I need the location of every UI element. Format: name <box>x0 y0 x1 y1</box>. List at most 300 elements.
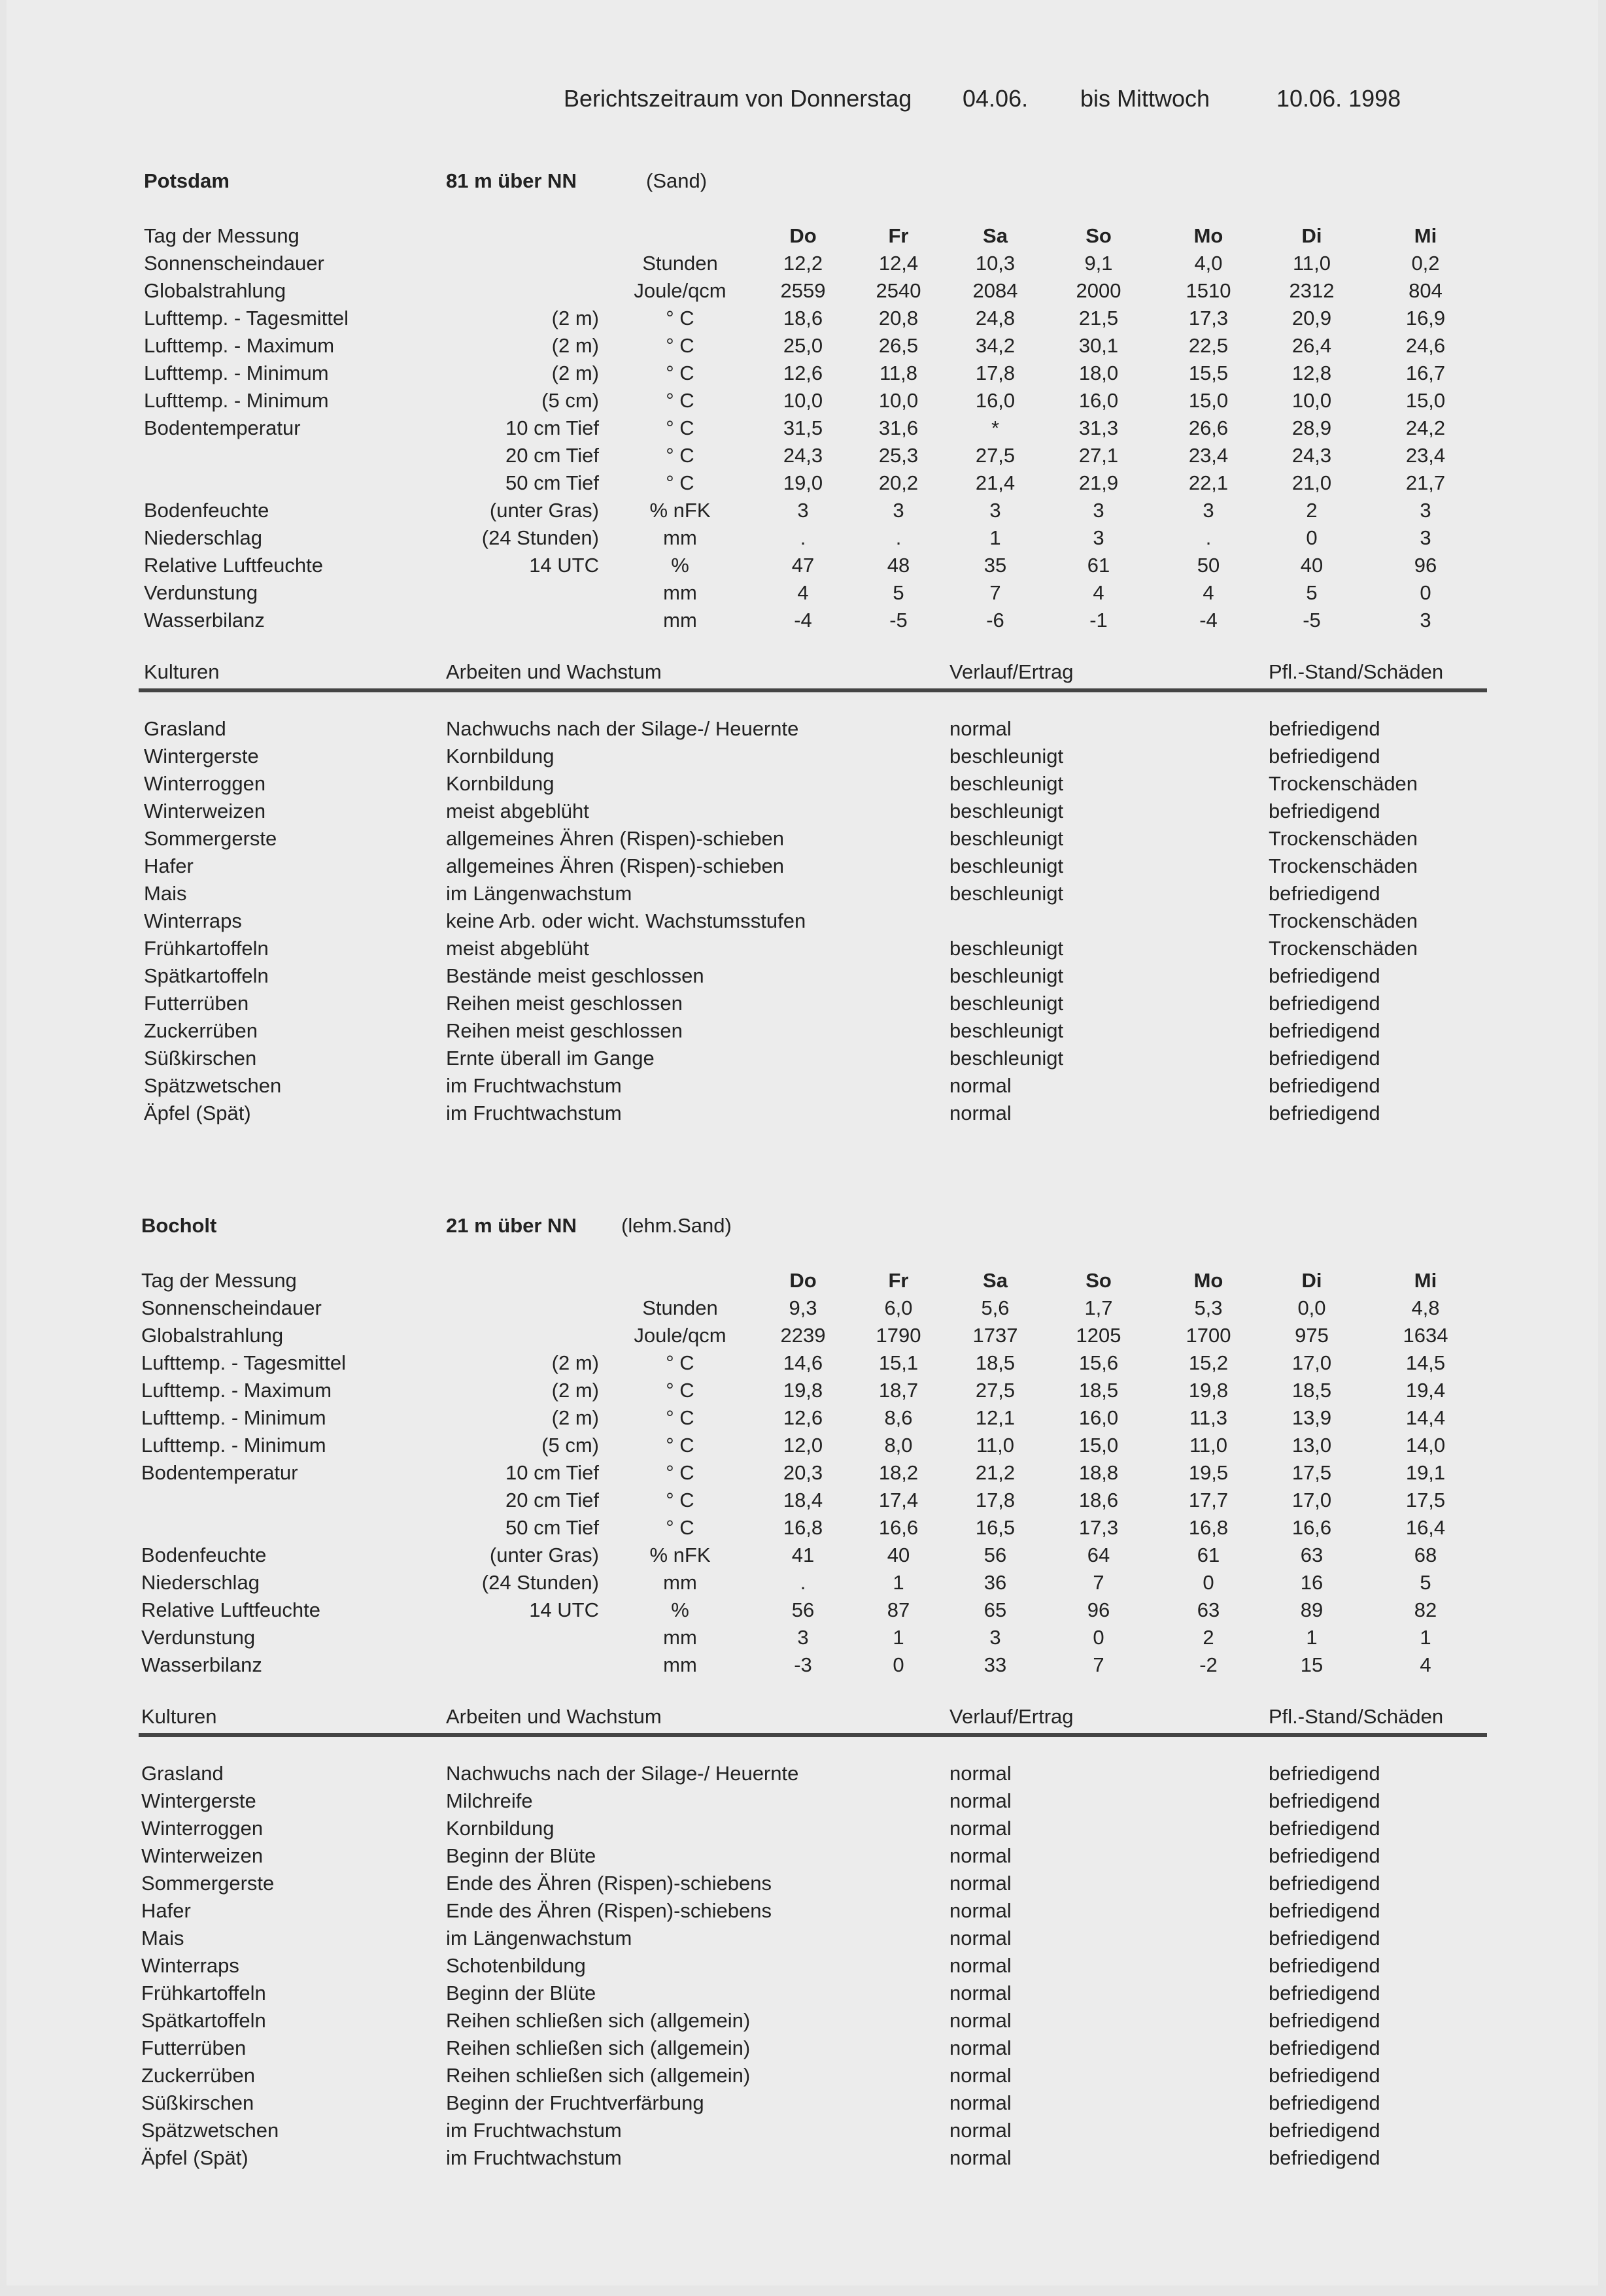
weather-value: 15,0 <box>1405 389 1446 412</box>
crop-name: Sommergerste <box>141 1872 275 1895</box>
weather-value: 6,0 <box>884 1296 913 1319</box>
weather-value: 9,1 <box>1084 252 1113 275</box>
weather-row-unit: ° C <box>666 1489 694 1511</box>
weather-value: 11,0 <box>976 1434 1015 1457</box>
weather-value: 26,5 <box>878 334 919 357</box>
weather-row-qualifier: (2 m) <box>551 1406 599 1429</box>
weather-value: 25,0 <box>783 334 823 357</box>
weather-value: 31,3 <box>1078 416 1119 439</box>
weather-value: 16,4 <box>1405 1516 1446 1539</box>
crop-name: Winterraps <box>141 1954 239 1977</box>
weather-value: 18,4 <box>783 1489 823 1511</box>
weather-value: 17,4 <box>878 1489 919 1511</box>
weather-value: 2559 <box>780 279 826 302</box>
crop-condition: Trockenschäden <box>1269 827 1418 850</box>
weather-value: 63 <box>1300 1544 1324 1566</box>
weather-value: 19,8 <box>783 1379 823 1402</box>
weather-value: 0 <box>1093 1626 1104 1649</box>
weather-value: 56 <box>983 1544 1007 1566</box>
weather-value: 18,8 <box>1078 1461 1119 1484</box>
weather-value: 24,6 <box>1405 334 1446 357</box>
weather-value: 24,3 <box>1291 444 1332 467</box>
weather-value: 3 <box>893 499 904 522</box>
crop-table-row <box>0 1072 1606 1100</box>
crop-table-row <box>0 1925 1606 1952</box>
crop-table-row <box>0 1045 1606 1072</box>
weather-value: 1700 <box>1186 1324 1231 1347</box>
crop-condition: Trockenschäden <box>1269 909 1418 932</box>
weather-value: 7 <box>1093 1653 1104 1676</box>
weather-value: 0,0 <box>1297 1296 1326 1319</box>
crop-condition: befriedigend <box>1269 1019 1380 1042</box>
report-period-middle: bis Mittwoch <box>1080 85 1210 112</box>
crop-condition: befriedigend <box>1269 1982 1380 2004</box>
weather-value: 13,9 <box>1291 1406 1332 1429</box>
crop-table-row <box>0 1787 1606 1815</box>
weather-value: 33 <box>983 1653 1007 1676</box>
crop-condition: Trockenschäden <box>1269 937 1418 960</box>
crop-condition: Trockenschäden <box>1269 772 1418 795</box>
weather-row-qualifier: 14 UTC <box>529 554 599 577</box>
crop-course: normal <box>949 1789 1012 1812</box>
weather-value: -4 <box>794 609 812 632</box>
crop-course: beschleunigt <box>949 937 1064 960</box>
crop-table-rule <box>139 1733 1487 1737</box>
weather-value: 22,5 <box>1188 334 1229 357</box>
crop-condition: befriedigend <box>1269 1789 1380 1812</box>
weather-value: 15,6 <box>1078 1351 1119 1374</box>
weather-value: 1510 <box>1186 279 1231 302</box>
weather-value: 0 <box>893 1653 904 1676</box>
crop-name: Äpfel (Spät) <box>141 2146 248 2169</box>
weekday-header: Mo <box>1193 1269 1223 1292</box>
weather-value: 21,0 <box>1291 471 1332 494</box>
weather-value: -3 <box>794 1653 812 1676</box>
weather-value: 15,0 <box>1188 389 1229 412</box>
crop-table-row <box>0 825 1606 853</box>
weather-value: 12,6 <box>783 362 823 384</box>
weather-value: 61 <box>1197 1544 1220 1566</box>
weather-value: 61 <box>1087 554 1110 577</box>
weather-value: 10,0 <box>878 389 919 412</box>
crop-name: Winterroggen <box>141 1817 264 1840</box>
weather-row-unit: Joule/qcm <box>634 1324 726 1347</box>
crop-table-rule <box>139 688 1487 692</box>
weather-row-qualifier: (5 cm) <box>541 1434 599 1457</box>
weather-row-unit: ° C <box>666 1516 694 1539</box>
weather-value: 19,0 <box>783 471 823 494</box>
weather-value: 64 <box>1087 1544 1110 1566</box>
weather-row-unit: ° C <box>666 1351 694 1374</box>
weather-row-label: Relative Luftfeuchte <box>144 554 324 577</box>
weather-value: 14,6 <box>783 1351 823 1374</box>
crop-table-row <box>0 2117 1606 2144</box>
crop-col-header-culture: Kulturen <box>144 660 220 683</box>
weather-value: 2540 <box>876 279 921 302</box>
weather-row-qualifier: (5 cm) <box>541 389 599 412</box>
weather-value: 40 <box>887 1544 910 1566</box>
weather-row-unit: mm <box>663 1653 697 1676</box>
weather-value: 17,0 <box>1291 1351 1332 1374</box>
crop-growth-stage: Nachwuchs nach der Silage-/ Heuernte <box>446 1762 799 1785</box>
weather-value: 4,8 <box>1411 1296 1440 1319</box>
crop-name: Futterrüben <box>144 992 249 1015</box>
weather-value: 11,3 <box>1189 1406 1228 1429</box>
weather-row-qualifier: 50 cm Tief <box>505 471 599 494</box>
crop-table-row <box>0 1897 1606 1925</box>
station-soil-type: (lehm.Sand) <box>621 1214 732 1237</box>
crop-table-row <box>0 853 1606 880</box>
weather-row-unit: ° C <box>666 362 694 384</box>
weather-value: 14,0 <box>1405 1434 1446 1457</box>
crop-condition: befriedigend <box>1269 1074 1380 1097</box>
crop-growth-stage: Milchreife <box>446 1789 533 1812</box>
weather-value: 24,3 <box>783 444 823 467</box>
crop-growth-stage: Ende des Ähren (Rispen)-schiebens <box>446 1899 772 1922</box>
weather-row-unit: ° C <box>666 416 694 439</box>
crop-condition: befriedigend <box>1269 1844 1380 1867</box>
weekday-header: Di <box>1301 1269 1322 1292</box>
weather-value: 16,6 <box>878 1516 919 1539</box>
weather-value: 12,2 <box>783 252 823 275</box>
weather-value: 5 <box>1420 1571 1431 1594</box>
weather-value: 5 <box>893 581 904 604</box>
crop-course: normal <box>949 1817 1012 1840</box>
weather-value: 18,7 <box>878 1379 919 1402</box>
crop-name: Frühkartoffeln <box>144 937 269 960</box>
weather-row-qualifier: (2 m) <box>551 334 599 357</box>
weather-value: . <box>895 526 902 549</box>
crop-col-header-culture: Kulturen <box>141 1705 217 1728</box>
weather-value: 3 <box>1093 499 1104 522</box>
crop-growth-stage: im Fruchtwachstum <box>446 2119 622 2142</box>
weather-row-qualifier: 10 cm Tief <box>505 1461 599 1484</box>
crop-growth-stage: Reihen schließen sich (allgemein) <box>446 2009 751 2032</box>
crop-table-row <box>0 1870 1606 1897</box>
crop-name: Wintergerste <box>141 1789 256 1812</box>
weather-value: 11,0 <box>1292 252 1331 275</box>
weather-row-label: Verdunstung <box>141 1626 256 1649</box>
crop-col-header-condition: Pfl.-Stand/Schäden <box>1269 1705 1444 1728</box>
weather-value: 21,5 <box>1078 307 1119 329</box>
weather-row-label: Lufttemp. - Minimum <box>144 389 329 412</box>
weather-value: -6 <box>986 609 1004 632</box>
weekday-header: So <box>1085 224 1112 247</box>
crop-course: normal <box>949 2064 1012 2087</box>
crop-condition: befriedigend <box>1269 2064 1380 2087</box>
crop-name: Winterroggen <box>144 772 266 795</box>
crop-name: Zuckerrüben <box>144 1019 258 1042</box>
weather-value: 16,8 <box>783 1516 823 1539</box>
crop-condition: befriedigend <box>1269 1047 1380 1070</box>
weather-value: 82 <box>1414 1598 1437 1621</box>
crop-table-row <box>0 798 1606 825</box>
weather-row-unit: % nFK <box>649 499 711 522</box>
weather-row-qualifier: 20 cm Tief <box>505 444 599 467</box>
weather-value: 0 <box>1306 526 1318 549</box>
crop-name: Grasland <box>141 1762 224 1785</box>
weather-value: 12,6 <box>783 1406 823 1429</box>
weather-value: 3 <box>1203 499 1214 522</box>
weather-row-unit: mm <box>663 1571 697 1594</box>
weather-value: 20,9 <box>1291 307 1332 329</box>
weather-value: 50 <box>1197 554 1220 577</box>
crop-growth-stage: Kornbildung <box>446 1817 555 1840</box>
weather-row-label: Lufttemp. - Tagesmittel <box>141 1351 347 1374</box>
weather-row-qualifier: (2 m) <box>551 362 599 384</box>
weather-row-label: Niederschlag <box>141 1571 260 1594</box>
weather-row-label: Lufttemp. - Minimum <box>141 1406 326 1429</box>
station-altitude: 81 m über NN <box>446 169 577 192</box>
weather-value: 15,1 <box>878 1351 919 1374</box>
weather-value: 18,6 <box>1078 1489 1119 1511</box>
weather-row-label: Globalstrahlung <box>141 1324 284 1347</box>
crop-growth-stage: Kornbildung <box>446 745 555 768</box>
weather-row-label: Lufttemp. - Maximum <box>144 334 335 357</box>
crop-condition: befriedigend <box>1269 2009 1380 2032</box>
crop-growth-stage: Ende des Ähren (Rispen)-schiebens <box>446 1872 772 1895</box>
crop-table-row <box>0 2007 1606 2034</box>
weather-value: 4,0 <box>1194 252 1223 275</box>
weather-value: 15 <box>1300 1653 1324 1676</box>
weather-row-unit: ° C <box>666 1406 694 1429</box>
weather-value: -5 <box>889 609 908 632</box>
weather-value: 10,0 <box>783 389 823 412</box>
crop-name: Frühkartoffeln <box>141 1982 266 2004</box>
weather-value: 17,8 <box>975 362 1016 384</box>
weather-row-unit: ° C <box>666 1379 694 1402</box>
weather-row-unit: mm <box>663 1626 697 1649</box>
weather-value: 3 <box>1420 526 1431 549</box>
weather-value: 16,9 <box>1405 307 1446 329</box>
weather-row-qualifier: (2 m) <box>551 1379 599 1402</box>
crop-name: Futterrüben <box>141 2036 247 2059</box>
weather-value: 9,3 <box>789 1296 817 1319</box>
weather-value: 16,8 <box>1188 1516 1229 1539</box>
weather-row-qualifier: (2 m) <box>551 1351 599 1374</box>
weather-row-label: Globalstrahlung <box>144 279 286 302</box>
weather-value: 1 <box>1420 1626 1431 1649</box>
crop-table-row <box>0 770 1606 798</box>
weather-row-qualifier: 50 cm Tief <box>505 1516 599 1539</box>
weather-value: 36 <box>983 1571 1007 1594</box>
crop-condition: befriedigend <box>1269 964 1380 987</box>
weather-value: -2 <box>1199 1653 1218 1676</box>
crop-growth-stage: Reihen meist geschlossen <box>446 992 683 1015</box>
crop-name: Süßkirschen <box>144 1047 257 1070</box>
weather-value: 2000 <box>1076 279 1121 302</box>
crop-col-header-work: Arbeiten und Wachstum <box>446 660 662 683</box>
weekday-header: Sa <box>983 224 1008 247</box>
weather-value: 1 <box>1306 1626 1318 1649</box>
weather-row-label: Sonnenscheindauer <box>144 252 324 275</box>
weather-row-label: Bodentemperatur <box>141 1461 298 1484</box>
crop-course: beschleunigt <box>949 1047 1064 1070</box>
crop-course: normal <box>949 2009 1012 2032</box>
weather-value: 12,0 <box>783 1434 823 1457</box>
weather-row-label: Verdunstung <box>144 581 258 604</box>
crop-name: Mais <box>144 882 187 905</box>
weather-row-label: Niederschlag <box>144 526 262 549</box>
weather-row-qualifier: (unter Gras) <box>489 1544 599 1566</box>
weather-value: 17,5 <box>1291 1461 1332 1484</box>
weather-value: 27,5 <box>975 444 1016 467</box>
weather-value: 35 <box>983 554 1007 577</box>
weather-value: 20,8 <box>878 307 919 329</box>
weather-value: 16,7 <box>1405 362 1446 384</box>
weather-value: 5,3 <box>1194 1296 1223 1319</box>
crop-course: beschleunigt <box>949 800 1064 822</box>
crop-col-header-work: Arbeiten und Wachstum <box>446 1705 662 1728</box>
weather-value: 96 <box>1087 1598 1110 1621</box>
crop-course: beschleunigt <box>949 882 1064 905</box>
weather-value: 0,2 <box>1411 252 1440 275</box>
crop-growth-stage: im Längenwachstum <box>446 882 632 905</box>
weather-value: . <box>800 526 806 549</box>
weather-row-label: Lufttemp. - Minimum <box>141 1434 326 1457</box>
crop-condition: befriedigend <box>1269 1102 1380 1124</box>
weather-value: -5 <box>1303 609 1321 632</box>
crop-growth-stage: keine Arb. oder wicht. Wachstumsstufen <box>446 909 806 932</box>
weather-value: 11,0 <box>1189 1434 1228 1457</box>
crop-table-row <box>0 880 1606 907</box>
weather-value: 2 <box>1203 1626 1214 1649</box>
crop-name: Winterraps <box>144 909 242 932</box>
weather-row-unit: Stunden <box>642 1296 718 1319</box>
weather-value: 63 <box>1197 1598 1220 1621</box>
weather-row-label: Bodenfeuchte <box>141 1544 267 1566</box>
weather-value: 89 <box>1300 1598 1324 1621</box>
weather-value: 87 <box>887 1598 910 1621</box>
weather-row-qualifier: 14 UTC <box>529 1598 599 1621</box>
weather-value: 4 <box>1203 581 1214 604</box>
weather-value: 1 <box>989 526 1001 549</box>
weather-value: 1205 <box>1076 1324 1121 1347</box>
weather-value: 8,6 <box>884 1406 913 1429</box>
weather-value: 1,7 <box>1084 1296 1113 1319</box>
weather-value: 14,4 <box>1405 1406 1446 1429</box>
weekday-header: Di <box>1301 224 1322 247</box>
crop-name: Hafer <box>141 1899 191 1922</box>
weather-value: -1 <box>1089 609 1108 632</box>
weather-value: 2 <box>1306 499 1318 522</box>
weekday-header: Fr <box>888 224 909 247</box>
weekday-header: Mi <box>1414 224 1437 247</box>
weather-row-label: Sonnenscheindauer <box>141 1296 322 1319</box>
crop-name: Mais <box>141 1927 184 1950</box>
weather-value: 17,8 <box>975 1489 1016 1511</box>
weekday-header: So <box>1085 1269 1112 1292</box>
crop-col-header-course: Verlauf/Ertrag <box>949 660 1074 683</box>
crop-growth-stage: im Fruchtwachstum <box>446 1074 622 1097</box>
crop-growth-stage: im Fruchtwachstum <box>446 2146 622 2169</box>
crop-growth-stage: im Fruchtwachstum <box>446 1102 622 1124</box>
crop-condition: Trockenschäden <box>1269 854 1418 877</box>
weather-row-label: Lufttemp. - Minimum <box>144 362 329 384</box>
weather-value: 15,2 <box>1188 1351 1229 1374</box>
crop-table-row <box>0 1842 1606 1870</box>
weather-row-qualifier: (24 Stunden) <box>481 1571 599 1594</box>
crop-course: normal <box>949 1872 1012 1895</box>
weather-value: 21,9 <box>1078 471 1119 494</box>
weather-row-qualifier: (24 Stunden) <box>481 526 599 549</box>
crop-course: beschleunigt <box>949 992 1064 1015</box>
crop-table-row <box>0 990 1606 1017</box>
weather-value: 22,1 <box>1188 471 1229 494</box>
crop-course: beschleunigt <box>949 772 1064 795</box>
crop-course: normal <box>949 1899 1012 1922</box>
weather-value: 10,3 <box>975 252 1016 275</box>
weather-value: 15,5 <box>1188 362 1229 384</box>
weather-value: 17,7 <box>1188 1489 1229 1511</box>
weather-row-unit: ° C <box>666 334 694 357</box>
crop-table-row <box>0 715 1606 743</box>
crop-growth-stage: Nachwuchs nach der Silage-/ Heuernte <box>446 717 799 740</box>
report-end-date: 10.06. 1998 <box>1276 85 1401 112</box>
weather-header-label: Tag der Messung <box>144 224 299 247</box>
weather-value: 11,8 <box>879 362 918 384</box>
weather-value: 16,5 <box>975 1516 1016 1539</box>
weather-row-label: Bodenfeuchte <box>144 499 269 522</box>
crop-name: Äpfel (Spät) <box>144 1102 251 1124</box>
weather-value: 13,0 <box>1291 1434 1332 1457</box>
weather-value: 3 <box>797 499 809 522</box>
weather-value: 5 <box>1306 581 1318 604</box>
crop-course: normal <box>949 1982 1012 2004</box>
crop-table-row <box>0 743 1606 770</box>
weather-value: 17,3 <box>1188 307 1229 329</box>
weather-value: 30,1 <box>1078 334 1119 357</box>
report-period-prefix: Berichtszeitraum von Donnerstag <box>564 85 912 112</box>
weather-value: 68 <box>1414 1544 1437 1566</box>
crop-condition: befriedigend <box>1269 2146 1380 2169</box>
crop-course: normal <box>949 2119 1012 2142</box>
weather-value: 48 <box>887 554 910 577</box>
weather-value: * <box>991 416 1000 439</box>
weather-row-unit: ° C <box>666 389 694 412</box>
weather-row-unit: % <box>671 554 689 577</box>
weather-value: 40 <box>1300 554 1324 577</box>
crop-growth-stage: Reihen schließen sich (allgemein) <box>446 2064 751 2087</box>
crop-name: Hafer <box>144 854 194 877</box>
crop-growth-stage: Ernte überall im Gange <box>446 1047 655 1070</box>
crop-growth-stage: Kornbildung <box>446 772 555 795</box>
weather-value: 20,3 <box>783 1461 823 1484</box>
weather-value: 23,4 <box>1188 444 1229 467</box>
weather-row-unit: % nFK <box>649 1544 711 1566</box>
weather-value: -4 <box>1199 609 1218 632</box>
weather-value: 18,5 <box>1291 1379 1332 1402</box>
weather-value: 16,0 <box>1078 1406 1119 1429</box>
weather-value: 18,6 <box>783 307 823 329</box>
weather-value: 18,0 <box>1078 362 1119 384</box>
weather-row-qualifier: 10 cm Tief <box>505 416 599 439</box>
weather-value: 5,6 <box>981 1296 1010 1319</box>
weather-value: 3 <box>1093 526 1104 549</box>
crop-name: Winterweizen <box>141 1844 264 1867</box>
weather-value: 25,3 <box>878 444 919 467</box>
weather-value: 96 <box>1414 554 1437 577</box>
weather-value: 3 <box>1420 499 1431 522</box>
crop-table-row <box>0 935 1606 962</box>
weather-value: 12,4 <box>878 252 919 275</box>
weather-value: 975 <box>1295 1324 1329 1347</box>
weather-value: 24,8 <box>975 307 1016 329</box>
crop-col-header-condition: Pfl.-Stand/Schäden <box>1269 660 1444 683</box>
weather-value: 1 <box>893 1571 904 1594</box>
weather-value: 8,0 <box>884 1434 913 1457</box>
crop-growth-stage: allgemeines Ähren (Rispen)-schieben <box>446 854 784 877</box>
